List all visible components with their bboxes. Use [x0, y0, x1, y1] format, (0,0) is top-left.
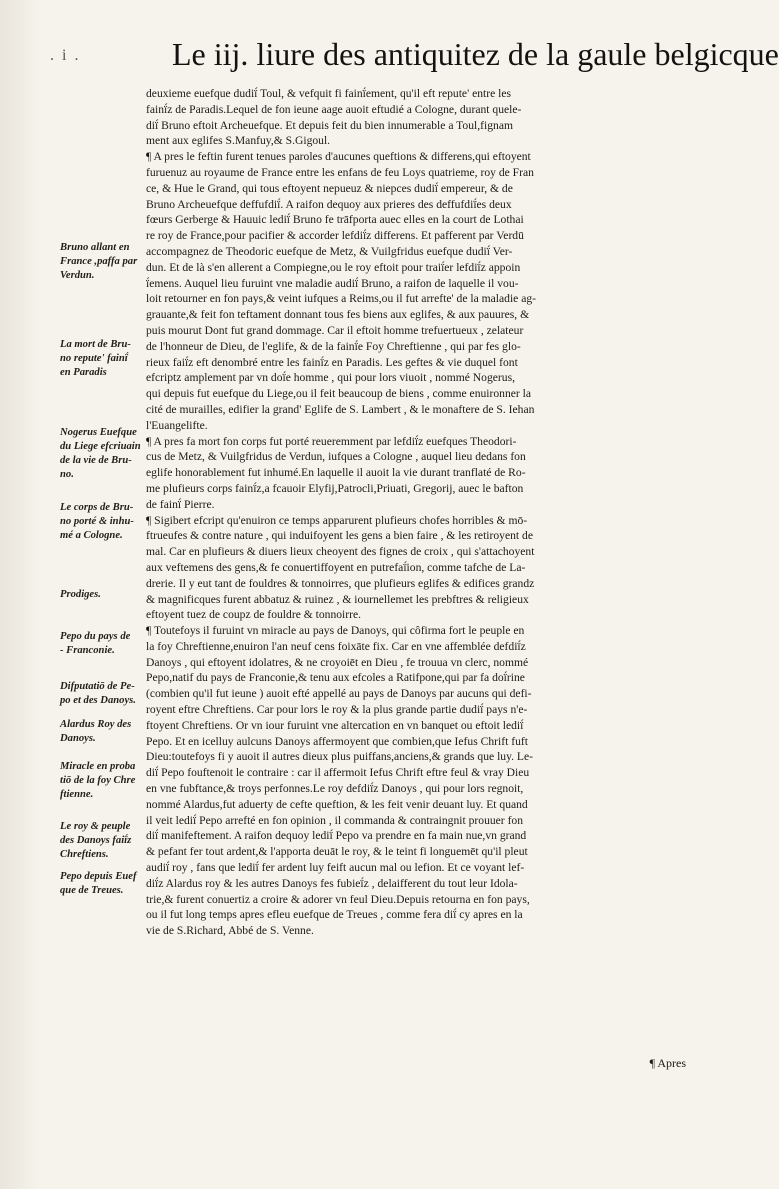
marginal-note [60, 820, 144, 862]
text-line: mal. Car en plufieurs & diuers lieux cheoyent des fignes de croix , qui s'attachoyent [146, 545, 535, 559]
marginal-note-line: Miracle en proba [60, 761, 136, 772]
marginal-note-line: no. [60, 469, 74, 480]
text-line: ¶ Toutefoys il furuint vn miracle au pays de Danoys, qui côfirma fort le peuple en [146, 624, 525, 638]
text-line: fainḯz de Paradis.Lequel de fon ieune aage auoit eftudié a Cologne, durant quele- [146, 102, 522, 116]
text-line: ¶ A pres le feftin furent tenues paroles d'aucunes queftions & differens,qui eftoyent [146, 150, 531, 164]
main-text-column [146, 86, 680, 939]
marginal-note [60, 630, 144, 658]
text-line: me plufieurs corps fainḯz,a fcauoir Elyfij,Patrocli,Priuati, Gregorij, auec le bafton [146, 481, 524, 495]
marginal-note-line: no porté & inhu- [60, 516, 134, 527]
marginal-note-line: en Paradis [60, 367, 107, 378]
text-line: eftoyent tuez de coupz de fouldre & tonnoirre. [146, 608, 362, 622]
marginal-note-line: Alardus Roy des [60, 719, 132, 730]
text-line: accompagnez de Theodoric euefque de Metz, & Vuilgfridus euefque dudiḯ Ver- [146, 244, 513, 258]
marginal-note-line: que de Treues. [60, 885, 124, 896]
running-head-title: Le iij. liure des antiquitez de la gaule belgicque [172, 36, 779, 72]
text-line: ḯemens. Auquel lieu furuint vne maladie audiḯ Bruno, a raifon de laquelle il vou- [146, 276, 519, 290]
marginal-note [60, 426, 144, 482]
text-line: & magnificques furent abbatuz & ruinez , & iournellemet les prebftres & religieux [146, 592, 529, 606]
text-line: eglife honorablement fut inhumé.En laquelle il auoit la vie durant tranflaté de Ro- [146, 466, 526, 480]
text-line: nommé Alardus,fut aduerty de cefte queftion, & les feit venir deuant luy. Et quand [146, 797, 528, 811]
text-line: ment aux eglifes S.Manfuy,& S.Gigoul. [146, 134, 331, 148]
marginal-note [60, 718, 144, 746]
text-line: de fainḯ Pierre. [146, 497, 215, 511]
marginal-note-line: Pepo du pays de [60, 631, 131, 642]
text-line: diḯ Pepo fouftenoit le contraire : car il affermoit Iefus Chrift eftre feul & vray Dieu [146, 766, 530, 780]
text-line: cité de murailles, edifier la grand' Eglife de S. Lambert , & le monaftere de S. Iehan [146, 402, 535, 416]
page-gutter [0, 0, 40, 1189]
marginal-note-line: Pepo depuis Euef [60, 871, 137, 882]
text-line: deuxieme euefque dudiḯ Toul, & vefquit fi fainḯement, qu'il eft repute' entre les [146, 87, 512, 100]
marginal-note-line: Verdun. [60, 270, 95, 281]
marginal-note [60, 241, 144, 283]
text-line: (combien qu'il fut ieune ) auoit efté appellé au pays de Danoys par aucuns qui defi- [146, 687, 532, 701]
text-line: efcriptz amplement par vn doḯe homme , qui pour lors viuoit , nommé Nogerus, [146, 371, 515, 385]
text-line: ftrueufes & contre nature , qui induifoyent les gens a bien faire , & les retiroyent de [146, 529, 533, 543]
marginal-note [60, 588, 144, 602]
text-line: loit retourner en fon pays,& veint iufques a Reims,ou il fut arrefte' de la maladie ag- [146, 292, 537, 306]
marginal-note-line: Nogerus Euefque [60, 427, 137, 438]
marginal-note-line: des Danoys faiḯz [60, 835, 132, 846]
marginal-note-line: Chreftiens. [60, 849, 109, 860]
text-line: fœurs Gerberge & Hauuic lediḯ Bruno fe trāfporta auec elles en la court de Lothai [146, 213, 524, 227]
folio-mark: . i . [50, 47, 81, 64]
marginal-note-line: du Liege efcriuain [60, 441, 141, 452]
text-line: qui depuis fut euefque du Liege,ou il feit beaucoup de biens , comme enuironner la [146, 387, 532, 401]
marginal-note-line: Prodiges. [60, 589, 101, 600]
marginal-note [60, 680, 144, 708]
text-line: la foy Chreftienne,enuiron l'an neuf cens foixāte fix. Car en vne affemblée defdiḯz [146, 639, 526, 653]
text-line: ¶ A pres fa mort fon corps fut porté reueremment par lefdiḯz euefques Theodori- [146, 434, 517, 448]
text-line: vie de S.Richard, Abbé de S. Venne. [146, 924, 314, 938]
marginal-note-line: Difputatiō de Pe- [60, 681, 135, 692]
marginal-note-line: tiō de la foy Chre [60, 775, 136, 786]
marginal-note-line: de la vie de Bru- [60, 455, 132, 466]
text-line: ¶ Sigibert efcript qu'enuiron ce temps apparurent plufieurs chofes horribles & mō- [146, 513, 528, 527]
text-line: aux veftemens des gens,& fe conuertiffoyent en putrefaḯion, comme tafche de La- [146, 560, 526, 574]
text-line: Pepo. Et en icelluy aulcuns Danoys affermoyent que combien,que Iefus Chrift fuft [146, 734, 528, 748]
text-line: il veit lediḯ Pepo arrefté en fon opinion , il commanda & contraingnit prouuer fon [146, 813, 524, 827]
marginal-note-line: Le corps de Bru- [60, 502, 134, 513]
marginal-note [60, 501, 144, 543]
text-line: ce, & Hue le Grand, qui tous eftoyent nepueuz & niepces dudiḯ empereur, & de [146, 181, 513, 195]
text-line: Pepo,natif du pays de Franconie,& tenu aux efcoles a Ratifpone,qui par fa doḯrine [146, 671, 525, 685]
marginal-note-line: Bruno allant en [60, 242, 130, 253]
text-line: rieux faiḯz eft denombré entre les fainḯz en Paradis. Les geftes & vie duquel font [146, 355, 518, 369]
text-line: l'Euangelifte. [146, 418, 208, 432]
catchword: ¶ Apres [649, 1056, 686, 1070]
marginal-note-line: ftienne. [60, 789, 94, 800]
text-line: ou il fut long temps apres efleu euefque de Treues , comme fera diḯ cy apres en la [146, 908, 523, 922]
text-line: trie,& furent conuertiz a croire & adorer vn feul Dieu.Depuis retourna en fon pays, [146, 892, 530, 906]
text-line: royent eftre Chreftiens. Car pour lors le roy & la plus grande partie dudiḯ pays n'e- [146, 703, 528, 717]
text-line: re roy de France,pour pacifier & accorder lefdiḯz differens. Et pafferent par Verdū [146, 229, 524, 243]
marginal-note [60, 870, 144, 898]
marginal-note-line: France ,paffa par [60, 256, 138, 267]
text-line: puis mourut Dont fut grand dommage. Car il eftoit homme trefuertueux , zelateur [146, 323, 524, 337]
marginal-note [60, 338, 144, 380]
text-line: diḯ Bruno eftoit Archeuefque. Et depuis feit du bien innumerable a Toul,fignam [146, 118, 513, 132]
text-line: diḯz Alardus roy & les autres Danoys fes fubieḯz , delaifferent du tout leur Idola- [146, 876, 518, 890]
text-line: diḯ manifeftement. A raifon dequoy lediḯ Pepo va prendre en fa main nue,vn grand [146, 829, 527, 843]
text-line: audiḯ roy , fans que lediḯ fer ardent luy feift aucun mal ou lefion. Et ce voyant lef- [146, 861, 525, 875]
marginal-note-line: Danoys. [60, 733, 96, 744]
marginal-note-line: po et des Danoys. [60, 695, 136, 706]
text-line: Dieu:toutefoys fi y auoit il autres dieux plus puiffans,anciens,& grands que luy. Le- [146, 750, 534, 764]
marginal-note-line: mé a Cologne. [60, 530, 123, 541]
text-line: furuenuz au royaume de France entre les enfans de feu Loys quatrieme, roy de Fran [146, 165, 534, 179]
text-line: de l'honneur de Dieu, de l'eglife, & de la fainḯe Foy Chreftienne , qui par fes glo- [146, 339, 521, 353]
marginal-note-line: - Franconie. [60, 645, 115, 656]
text-line: Danoys , qui eftoyent idolatres, & ne croyoiēt en Dieu , fe trouua vn clerc, nommé [146, 655, 529, 669]
text-line: grauante,& feit fon teftament donnant tous fes biens aux eglifes, & aux pauures, & [146, 308, 530, 322]
text-line: Bruno Archeuefque deffufdiḯ. A raifon dequoy aux prieres des deffufdiḯes deux [146, 197, 512, 211]
marginal-note [60, 760, 144, 802]
marginal-note-line: Le roy & peuple [60, 821, 131, 832]
text-line: drerie. Il y eut tant de fouldres & tonnoirres, que plufieurs eglifes & edifices grandz [146, 576, 535, 590]
text-line: en vne fubftance,& troys perfonnes.Le roy defdiḯz Danoys , qui pour lors regnoit, [146, 782, 524, 796]
marginal-note-line: La mort de Bru- [60, 339, 131, 350]
text-line: & pefant fer tout ardent,& l'apporta deuāt le roy, & le teint fi longuemēt qu'il pleut [146, 845, 528, 859]
text-line: dun. Et de là s'en allerent a Compiegne,ou le roy eftoit pour traiḯer lefdiḯz appoin [146, 260, 521, 274]
text-line: cus de Metz, & Vuilgfridus de Verdun, iufques a Cologne , auquel lieu dedans fon [146, 450, 526, 464]
marginal-note-line: no repute' fainḯ [60, 353, 128, 364]
text-line: ftoyent Chreftiens. Or vn iour furuint vne altercation en vn banquet ou eftoit lediḯ [146, 718, 524, 732]
